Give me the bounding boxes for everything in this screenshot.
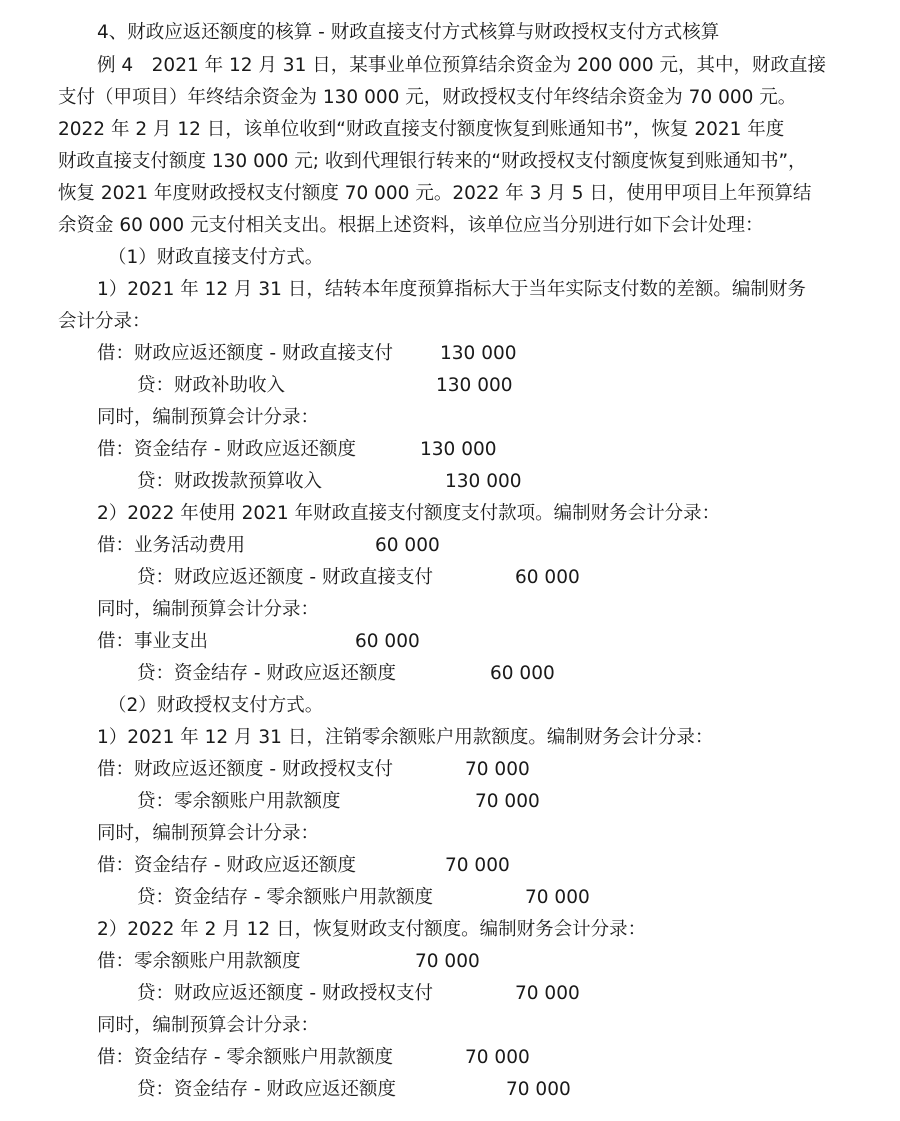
budget-note: 同时，编制预算会计分录： [97, 823, 320, 844]
debit-entry: 借：资金结存 - 零余额账户用款额度 [97, 1047, 393, 1068]
example-paragraph-line: 例 4 2021 年 12 月 31 日，某事业单位预算结余资金为 200 000 元，其中，财政直接 [97, 55, 826, 76]
debit-entry: 借：业务活动费用 [97, 535, 246, 556]
example-paragraph-line: 财政直接支付额度 130 000 元; 收到代理银行转来的“财政授权支付额度恢复到账通知书”， [58, 151, 807, 172]
debit-entry: 借：零余额账户用款额度 [97, 951, 301, 972]
subsection-heading: （1）财政直接支付方式。 [108, 247, 324, 268]
credit-amount: 70 000 [475, 791, 540, 812]
step-description: 2）2022 年 2 月 12 日，恢复财政支付额度。编制财务会计分录： [97, 919, 647, 940]
example-paragraph-line: 2022 年 2 月 12 日，该单位收到“财政直接支付额度恢复到账通知书”，恢复 2021 年度 [58, 119, 785, 140]
debit-entry: 借：财政应返还额度 - 财政直接支付 [97, 343, 393, 364]
credit-entry: 贷：资金结存 - 财政应返还额度 [137, 663, 396, 684]
debit-amount: 70 000 [445, 855, 510, 876]
section-heading: 4、财政应返还额度的核算 - 财政直接支付方式核算与财政授权支付方式核算 [97, 22, 720, 43]
example-paragraph-line: 支付（甲项目）年终结余资金为 130 000 元，财政授权支付年终结余资金为 70 000 元。 [58, 87, 797, 108]
credit-amount: 130 000 [436, 375, 513, 396]
debit-entry: 借：资金结存 - 财政应返还额度 [97, 855, 356, 876]
debit-entry: 借：资金结存 - 财政应返还额度 [97, 439, 356, 460]
debit-amount: 130 000 [420, 439, 497, 460]
credit-entry: 贷：财政应返还额度 - 财政直接支付 [137, 567, 433, 588]
debit-entry: 借：事业支出 [97, 631, 209, 652]
credit-amount: 60 000 [515, 567, 580, 588]
credit-amount: 60 000 [490, 663, 555, 684]
credit-entry: 贷：资金结存 - 零余额账户用款额度 [137, 887, 433, 908]
subsection-heading: （2）财政授权支付方式。 [108, 695, 324, 716]
budget-note: 同时，编制预算会计分录： [97, 1015, 320, 1036]
budget-note: 同时，编制预算会计分录： [97, 407, 320, 428]
credit-entry: 贷：零余额账户用款额度 [137, 791, 341, 812]
debit-amount: 60 000 [375, 535, 440, 556]
step-description: 2）2022 年使用 2021 年财政直接支付额度支付款项。编制财务会计分录： [97, 503, 721, 524]
credit-amount: 70 000 [515, 983, 580, 1004]
debit-amount: 70 000 [465, 1047, 530, 1068]
budget-note: 同时，编制预算会计分录： [97, 599, 320, 620]
step-description: 会计分录： [58, 311, 151, 332]
example-paragraph-line: 余资金 60 000 元支付相关支出。根据上述资料，该单位应当分别进行如下会计处理： [58, 215, 764, 236]
example-paragraph-line: 恢复 2021 年度财政授权支付额度 70 000 元。2022 年 3 月 5 日，使用甲项目上年预算结 [58, 183, 812, 204]
credit-amount: 70 000 [525, 887, 590, 908]
step-description: 1）2021 年 12 月 31 日，注销零余额账户用款额度。编制财务会计分录： [97, 727, 714, 748]
step-description: 1）2021 年 12 月 31 日，结转本年度预算指标大于当年实际支付数的差额。编制财务 [97, 279, 806, 300]
debit-amount: 60 000 [355, 631, 420, 652]
credit-entry: 贷：财政补助收入 [137, 375, 286, 396]
credit-entry: 贷：资金结存 - 财政应返还额度 [137, 1079, 396, 1100]
debit-amount: 70 000 [465, 759, 530, 780]
debit-amount: 70 000 [415, 951, 480, 972]
credit-amount: 70 000 [506, 1079, 571, 1100]
debit-entry: 借：财政应返还额度 - 财政授权支付 [97, 759, 393, 780]
credit-amount: 130 000 [445, 471, 522, 492]
credit-entry: 贷：财政应返还额度 - 财政授权支付 [137, 983, 433, 1004]
debit-amount: 130 000 [440, 343, 517, 364]
credit-entry: 贷：财政拨款预算收入 [137, 471, 323, 492]
